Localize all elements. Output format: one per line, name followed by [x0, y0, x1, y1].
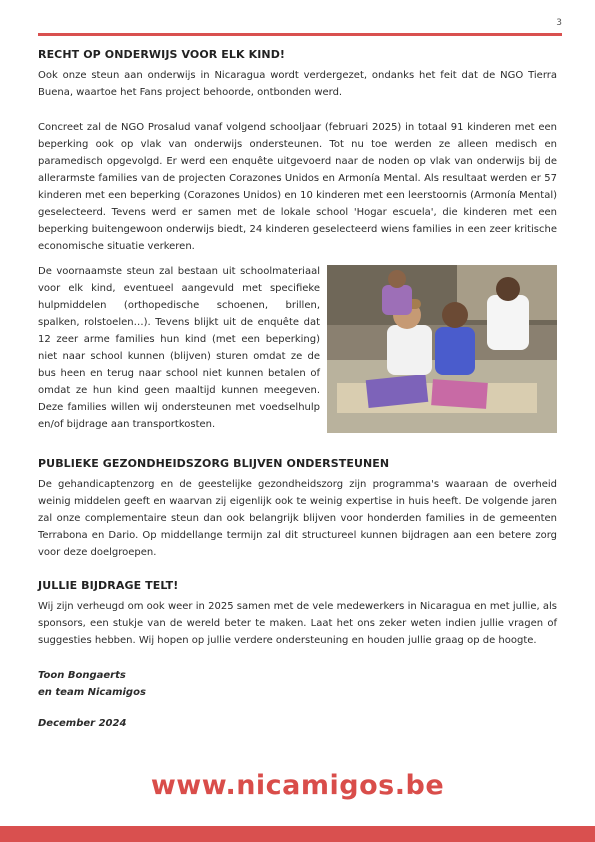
- contribution-paragraph: Wij zijn verheugd om ook weer in 2025 samen met de vele medewerkers in Nicaragua en met jullie, als sponsors, een stukje van de wereld beter te maken. Laat het ons zeker weten indien jullie vragen of suggesties hebben. Wij hopen op jullie verdere ondersteuning en houden jullie graag op de hoogte.: [38, 601, 557, 646]
- signature-name: Toon Bongaerts: [38, 670, 126, 681]
- section-title-education: RECHT OP ONDERWIJS VOOR ELK KIND!: [38, 48, 286, 61]
- education-paragraph-3: De voornaamste steun zal bestaan uit schoolmateriaal voor elk kind, eventueel aangevuld met specifieke hulpmiddelen (orthopedische schoenen, brillen, spalken, rolstoelen…). Tevens blijkt uit de enquête dat 12 zeer arme families hun kind (met een beperking) niet naar school kunnen (blijven) sturen omdat ze de bus heen en terug naar school niet kunnen betalen of omdat ze hun kind geen maaltijd kunnen meegeven. Deze families willen wij ondersteunen met voedselhulp en/of bijdrage aan transportkosten.: [38, 266, 320, 430]
- website-link[interactable]: www.nicamigos.be: [150, 770, 445, 801]
- section-title-healthcare: PUBLIEKE GEZONDHEIDSZORG BLIJVEN ONDERSTEUNEN: [38, 457, 390, 470]
- classroom-photo-illustration: [327, 265, 557, 433]
- education-paragraph-2: Concreet zal de NGO Prosalud vanaf volgend schooljaar (februari 2025) in totaal 91 kinderen met een beperking ook op vlak van onderwijs ondersteunen. Tot nu toe werden ze alleen medisch en paramedisch opgevolgd. Er werd een enquête uitgevoerd naar de noden op vlak van onderwijs bij de allerarmste families van de projecten Corazones Unidos en Armonía Mental. Als resultaat werden er 57 kinderen met een beperking (Corazones Unidos) en 10 kinderen met een leerstoornis (Armonía Mental) geselecteerd. Tevens werd er samen met de lokale school 'Hogar escuela', die kinderen met een beperking buitengewoon onderwijs biedt, 24 kinderen geselecteerd wiens families in een zeer kritische economische situatie verkeren.: [38, 122, 557, 252]
- page-content: [38, 48, 557, 732]
- top-divider: [38, 33, 562, 36]
- education-split-block: [38, 263, 557, 433]
- section-title-contribution: JULLIE BIJDRAGE TELT!: [38, 579, 179, 592]
- signature-date: December 2024: [38, 718, 127, 729]
- page-number: 3: [556, 18, 562, 28]
- healthcare-paragraph: De gehandicaptenzorg en de geestelijke gezondheidszorg zijn programma's waaraan de overheid weinig middelen geeft en waarvan zij eigenlijk ook te weinig expertise in huis heeft. De volgende jaren zal onze complementaire steun dan ook belangrijk blijven voor honderden families in de gemeenten Terrabona en Dario. Op middellange termijn zal dit structureel kunnen bijdragen aan een betere zorg voor deze doelgroepen.: [38, 479, 557, 558]
- classroom-photo: [327, 265, 557, 433]
- education-paragraph-1: Ook onze steun aan onderwijs in Nicaragua wordt verdergezet, ondanks het feit dat de NGO Tierra Buena, waartoe het Fans project behoorde, ontbonden werd.: [38, 70, 557, 98]
- bottom-bar: [0, 826, 595, 842]
- signature-team: en team Nicamigos: [38, 687, 146, 698]
